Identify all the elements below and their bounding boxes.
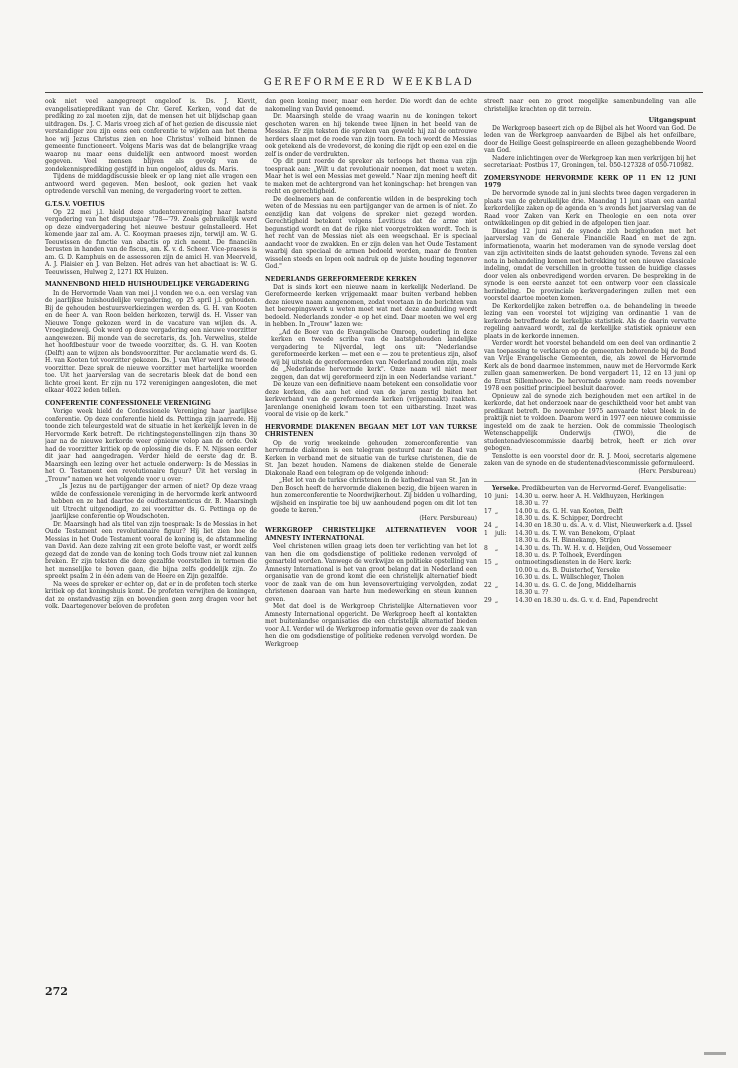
paragraph: De deelnemers aan de conferentie wilden in de bespreking toch weten of de Messias nu een partijganger van de armen is of niet. Zo eenzijdig kan dat volgens de spreker niet gezegd worden. Gerechtigheid betekent volgens Leviticus dat de arme niet begunstigd wordt en dat de rijke niet voorgetrokken wordt. Toch is het recht van de Messias niet als een weegschaal. Er is speciaal aandacht voor de zwakken. En er zijn delen van het Oude Testament waarbij dan speciaal de armen bedoeld worden, maar de fronten wisselen steeds en lopen ook nadruk op de juiste houding tegenover God." — [265, 195, 477, 270]
page-number: 272 — [45, 985, 68, 998]
schedule-month: „ — [495, 596, 499, 604]
schedule-month — [495, 567, 515, 574]
schedule-row — [484, 574, 696, 581]
schedule-row — [484, 500, 696, 507]
schedule-day — [484, 537, 495, 544]
schedule-row — [484, 582, 696, 589]
schedule-row — [484, 559, 696, 566]
schedule-day — [484, 567, 495, 574]
schedule-row — [484, 522, 696, 529]
schedule-day: 29 — [484, 596, 492, 604]
header-rule — [45, 92, 703, 93]
column-1 — [45, 98, 257, 978]
paragraph: ook niet veel aangegreept ongeloof is. Ds. J. Kievit, evangelisatiepredikant van de Chr. Geref. Kerken, vond dat de prediking zo zal moeten zijn, dat de mensen het uit blijdschap gaan uitdragen. Ds. J. C. Maris vroeg zich af of het gezien de discussie niet verstandiger zou zijn eens een conferentie te wijden aan het thema hoe wij Jezus Christus zien en hoe Christus' volheid binnen de gemeente functioneert. Volgens Maris was dat de belangrijke vraag waarop nu maar eens duidelijk een antwoord moest worden gegeven. Veel mensen blijven als gevolg van de zondekennisprediking gestijfd in hun ongeloof, aldus ds. Maris. — [45, 98, 257, 173]
quote: „Is Jezus nu de partijganger der armen of niet? Op deze vraag wilde de confessionele vereniging in de hervormde kerk antwoord hebben en ze had daartoe de oudtestamenticus dr. B. Maarsingh uit Utrecht uitgenodigd, zo zei voorzitter ds. G. Pettinga op de jaarlijkse conferentie op Woudschoten. — [51, 483, 257, 521]
schedule-row — [484, 508, 696, 515]
schedule-month: „ — [495, 522, 499, 530]
schedule-month — [495, 515, 515, 522]
heading-diakenen: HERVORMDE DIAKENEN BEGAAN MET LOT VAN TURKSE CHRISTENEN — [265, 423, 477, 439]
schedule-month — [495, 574, 515, 581]
schedule-row — [484, 597, 696, 604]
preaching-intro-text: Predikbeurten van de Hervormd-Geref. Evangelisatie: — [521, 485, 687, 493]
schedule-row — [484, 545, 696, 552]
paragraph: dan geen koning meer, maar een herder. Die wordt dan de echte nakomeling van David genoemd. — [265, 98, 477, 113]
schedule-day: 24 — [484, 522, 492, 530]
separator — [484, 481, 696, 482]
paragraph: Dinsdag 12 juni zal de synode zich bezighouden met het jaarverslag van de Generale Financiële Raad en met de zgn. informatienota, waarin het moderamen van de synode verslag doet van zijn activiteiten sinds de laatst gehouden synode. Tevens zal een nota in behandeling komen met betrekking tot een nieuwe classicale indeling, omdat de verschillen in grootte tussen de huidige classes door velen als onbevredigend worden ervaren. De bespreking in de synode is een eerste aanzet tot een ontwerp voor een classicale herindeling. De provinciale kerkvergaderingen zullen met een voorstel daartoe moeten komen. — [484, 227, 696, 303]
quote: „Ad de Boer van de Evangelische Omroep, ouderling in deze kerken en tweede scriba van de laatstgehouden landelijke vergadering te Nijverdal, legt ons uit: "Nederlandse gereformeerde kerken — met een e — zou te pretentieus zijn, alsof wij bij uitstek de gereformeerden van Nederland zouden zijn, zoals de „Nederlandse hervormde kerk". Onze naam wil niet meer zeggen, dan dat wij gereformeerd zijn in een Nederlandse variant." — [271, 328, 477, 381]
schedule-day — [484, 589, 495, 596]
heading-nederlands: NEDERLANDS GEREFORMEERDE KERKEN — [265, 275, 417, 283]
column-2 — [265, 98, 477, 978]
signoff: (Herv. Persbureau) — [638, 467, 696, 475]
schedule-row — [484, 537, 696, 544]
preaching-intro — [484, 485, 696, 493]
paragraph: Dr. Maarsingh stelde de vraag waarin nu de koningen tekort geschoten waren en hij tekende twee lijnen in het beeld van de Messias. Er zijn teksten die spreken van geweld: hij zal de ontrouwe herders slaan met de roede van zijn toorn. En toch wordt de Messias ook getekend als de vredevorst, de koning die rijdt op een ezel en die zelf is onder de verdrukten. — [265, 113, 477, 158]
quote: „Het lot van de turkse christenen in de kathedraal van St. Jan in Den Bosch heeft de hervormde diakenen bezig, die bijeen waren in hun zomerconferentie te Noordwijkerhout. Zij bidden u volharding, wijsheid en inspiratie toe bij uw aanhoudend pogen om dit lot ten goede te keren." — [271, 477, 477, 515]
paragraph: Op dit punt roerde de spreker als terloops het thema van zijn toespraak aan: „Wilt u dat revolutionair noemen, dat moet u weten. Maar het is wel een Messias met geweld." Naar zijn mening heeft dit te maken met de achtergrond van het koningschap: het brengen van recht en gerechtigheid. — [265, 158, 477, 195]
schedule-row — [484, 530, 696, 537]
heading-voetius: G.T.S.V. VOETIUS — [45, 200, 105, 208]
paragraph: Vorige week hield de Confessionele Vereniging haar jaarlijkse conferentie. Op deze conferentie hield ds. Pettinga zijn jaarrede. Hij toonde zich teleurgesteld wat de situatie in het kerkelijk leven in de Hervormde Kerk betreft. De richtingstegenstellingen zijn thans 30 jaar na de nieuwe kerkorde weer opnieuw volop aan de orde. Ook had de voorzitter kritiek op de oplossing die ds. F. N. Nijssen eerder dit jaar had aangedragen. Verder hield de eerste dag dr. B. Maarsingh een lezing over het actuele onderwerp: Is de Messias in het O. Testament een revolutionaire figuur? Uit het verslag in „Trouw" namen we het volgende voor u over: — [45, 408, 257, 483]
schedule-month: juli: — [495, 529, 507, 537]
schedule-month: „ — [495, 507, 499, 515]
schedule-row — [484, 589, 696, 596]
schedule-month: „ — [495, 559, 499, 567]
schedule-day: 10 — [484, 492, 492, 500]
schedule-month — [495, 552, 515, 559]
schedule-day — [484, 552, 495, 559]
paragraph: Verder wordt het voorstel behandeld om een deel van ordinantie 2 van toepassing te verklaren op de gemeenten behorende bij de Bond van Vrije Evangelische Gemeenten, die, als zowel de Hervormde Kerk als de bond daarmee instemmen, nauw met de Hervormde Kerk zullen gaan samenwerken. De bond vergadert 11, 12 en 13 juni op de Ernst Sillemhoeve. De hervormde synode nam reeds november 1978 een positief principieel besluit daarover. — [484, 340, 696, 393]
schedule-entry: 18.30 u. ?? — [515, 589, 549, 597]
schedule-month — [495, 537, 515, 544]
schedule-month: juni: — [495, 492, 509, 500]
paragraph: De Werkgroep baseert zich op de Bijbel als het Woord van God. De leden van de Werkgroep aanvaarden de Bijbel als het onfeilbare, door de Heilige Geest geïnspireerde en alleen gezaghebbende Woord van God. — [484, 124, 696, 154]
paragraph: In de Hervormde Vaan van mei j.l vonden we o.a. een verslag van de jaarlijkse huishoudelijke vergadering, op 25 april j.l. gehouden. Bij de gehouden bestuursverkiezingen werden ds. G. H. van Kooten en de heer A. van Roon belden herkozen, terwijl ds. H. Visser van Nieuwe Tonge gekozen werd in de vacature van wijlen ds. A. Vroegindeweij. Ook werd op deze vergadering een nieuwe voorzitter aangewezen. Bij monde van de secretaris, ds. Joh. Verwelius, stelde het hoofdbestuur voor de tweede voorzitter, ds. G. H. van Kooten (Delft) aan te wijzen als bondsvoorzitter. Per acclamatie werd ds. G. H. van Kooten tot voorzitter gekozen. Ds. J. van Wier werd nu tweede voorzitter. Deze sprak de nieuwe voorzitter met hartelijke woorden toe. Uit het jaarverslag van de secretaris bleek dat de bond een lichte groei kent. Er zijn nu 172 verenigingen aangesloten, die met elkaar 4022 leden tellen. — [45, 289, 257, 395]
schedule-entry: 14.30 u. ds. Th. W. H. v. d. Heijden, Oud Vossemeer — [515, 544, 672, 552]
schedule-entry: 14.30 en 18.30 u. ds. G. v. d. End, Papendrecht — [515, 596, 658, 604]
schedule-month: „ — [495, 581, 499, 589]
schedule-entry: 14.00 u. ds. G. H. van Kooten, Delft — [515, 507, 623, 515]
paragraph: Dat is sinds kort een nieuwe naam in kerkelijk Nederland. De Gereformeerde kerken vrijgemaakt maar buiten verband hebben deze nieuwe naam aangenomen, zodat voortaan in de berichten van het beroepingswerk u weten moet wat met deze aanduiding wordt bedoeld. Nederlands zonder -e op het eind. Daar moeten we wel erg in hebben. In „Trouw" lazen we: — [265, 283, 477, 329]
schedule-day — [484, 574, 495, 581]
heading-zomersynode: ZOMERSYNODE HERVORMDE KERK OP 11 EN 12 JUNI 1979 — [484, 174, 696, 189]
preaching-schedule — [484, 493, 696, 604]
paragraph: Opnieuw zal de synode zich bezighouden met een artikel in de kerkorde, dat het onderzoek naar de geschiktheid voor het ambt van predikant betreft. De november 1975 aanvaarde tekst bleek in de praktijk niet te voldoen. Daarom werd in 1977 een nieuwe commissie ingesteld om de zaak te herzien. Ook de commissie Theologisch Wetenschappelijk Onderwijs (TWO), die de studentenadviescommissie daarbij betrok, heeft er zich over gebogen. — [484, 392, 696, 453]
schedule-entry: ontmoetingsdiensten in de Herv. kerk: — [515, 559, 632, 567]
paragraph: De keuze van een definitieve naam betekent een consolidatie voor deze kerken, die aan het eind van de jaren zestig buiten het kerkverband van de gereformeerde kerken (vrijgemaakt) raakten. Jarenlange onenigheid kwam toen tot een uitbarsting. Inzet was vooral de visie op de kerk." — [265, 381, 477, 419]
paragraph: Veel christenen willen graag iets doen ter verlichting van het lot van hen die om godsdienstige of politieke redenen vervolgd of gemarteld worden. Vanwege de werkwijze en politieke opstelling van Amnesty International is het van groot belang dat in Nederland een organisatie van de grond komt die een christelijk alternatief biedt voor de zaak van de om hun levensovertuiging vervolgden, zodat christenen daaraan van harte hun medewerking en steun kunnen geven. — [265, 543, 477, 603]
schedule-day: 22 — [484, 581, 492, 589]
schedule-day: 15 — [484, 559, 492, 567]
column-3 — [484, 98, 696, 978]
scan-artifact — [704, 1052, 726, 1055]
schedule-entry: 16.30 u. ds. L. Wüllschleger, Tholen — [515, 574, 624, 582]
heading-uitgangspunt: Uitgangspunt — [648, 117, 696, 124]
preaching-schedule-body — [484, 493, 696, 604]
paragraph: Na wees de spreker er echter op, dat er in de profeten toch sterke kritiek op dat koningshuis komt. De profeten verwijten de koningen, dat ze onstandvastig zijn en bovendien geen zorg dragen voor het volk. Daartegenover beloven de profeten — [45, 580, 257, 611]
preaching-place: Yerseke. — [492, 485, 520, 493]
schedule-day: 1 — [484, 529, 488, 537]
schedule-row — [484, 552, 696, 559]
schedule-month — [495, 500, 515, 507]
schedule-row — [484, 493, 696, 500]
schedule-entry: 18.30 u. ds. P. Tolhoek, Everdingen — [515, 552, 622, 560]
schedule-month: „ — [495, 544, 499, 552]
heading-mannenbond: MANNENBOND HIELD HUISHOUDELIJKE VERGADERING — [45, 281, 250, 289]
schedule-day: 8 — [484, 544, 488, 552]
schedule-entry: 18.30 u. ?? — [515, 500, 549, 508]
running-head: GEREFORMEERD WEEKBLAD — [263, 77, 475, 88]
paragraph: Met dat doel is de Werkgroep Christelijke Alternatieven voor Amnesty International opgericht. De Werkgroep heeft al kontakten met buitenlandse organisaties die een christelijk alternatief bieden voor A.I. Verder wil de Werkgroep informatie geven over de zaak van hen die om godsdienstige of politieke redenen vervolgd worden. De Werkgroep — [265, 603, 477, 648]
paragraph: streeft naar een zo groot mogelijke samenbundeling van alle christelijke krachten op dit terrein. — [484, 98, 696, 113]
schedule-entry: 18.30 u. ds. H. Binnekamp, Strijen — [515, 537, 621, 545]
paragraph: Nadere inlichtingen over de Werkgroep kan men verkrijgen bij het secretariaat: Postbus 17, Groningen, tel. 050-127328 of 050-710982. — [484, 154, 696, 169]
paragraph: Tenslotte is een voorstel door dr. R. J. Mooi, secretaris algemene zaken van de synode en de studentenadviescommissie geformuleerd. — [484, 452, 696, 468]
schedule-day — [484, 500, 495, 507]
signoff: (Herv. Persbureau) — [419, 514, 477, 522]
paragraph: Op 22 mei j.l. hield deze studentenvereniging haar laatste vergadering van het dispuutsjaar '78—'79. Zoals gebruikelijk werd op deze eindvergadering het nieuwe bestuur geïnstalleerd. Het komende jaar zal am. A. C. Kooyman praeses zijn, terwijl am. W. G. Teeuwissen de functie van abactis op zich neemt. De financiën berusten in handen van de fiscus, am. K. v. d. Scheer. Vice-praeses is am. G. D. Kamphuis en de assessoren zijn de amici H. van Meerveld, A. J. Plaisier en J. van Belzen. Het adres van het abactiaat is: W. G. Teeuwissen, Hulweg 2, 1271 RX Huizen. — [45, 208, 257, 276]
schedule-day — [484, 515, 495, 522]
schedule-row — [484, 515, 696, 522]
schedule-entry: 14.30 u. ds. T. W. van Benekom, O'plaat — [515, 529, 636, 537]
schedule-entry: 10.00 u. ds. B. Duisterhof, Yerseke — [515, 566, 621, 574]
schedule-entry: 18.30 u. ds. K. Schipper, Dordrecht — [515, 515, 623, 523]
paragraph: De Kerkordelijke zaken betreffen o.a. de behandeling in tweede lezing van een voorstel tot wijziging van ordinantie 1 van de kerkorde betreffende de kerkelijke statistiek. Als de daarin vervatte regeling aanvaard wordt, zal de kerkelijke statistiek opnieuw een plaats in de kerkorde innemen. — [484, 302, 696, 340]
paragraph: Op de vorig weekeinde gehouden zomerconferentie van hervormde diakenen is een telegram gestuurd naar de Raad van Kerken in verband met de situatie van de turkse christenen, die de St. Jan bezet houden. Namens de diakenen stelde de Generale Diakonale Raad een telegram op de volgende inhoud: — [265, 439, 477, 477]
schedule-entry: 14.30 en 18.30 u. ds. A. v. d. Vlist, Nieuwerkerk a.d. IJssel — [515, 522, 692, 530]
schedule-month — [495, 589, 515, 596]
heading-conferentie: CONFERENTIE CONFESSIONELE VERENIGING — [45, 399, 211, 407]
schedule-entry: 14.30 u. ds. G. C. de Jong, Middelharnis — [515, 581, 637, 589]
paragraph: Tijdens de middagdiscussie bleek er op lang niet alle vragen een antwoord werd gegeven. Men besloot, ook gezien het vaak optredende verschil van mening, de vergadering voort te zetten. — [45, 173, 257, 195]
schedule-entry: 14.30 u. eerw. heer A. H. Veldhuyzen, Herkingen — [515, 492, 664, 500]
paragraph: Dr. Maarsingh had als titel van zijn toespraak: Is de Messias in het Oude Testament een revolutionaire figuur? Hij liet zien hoe de Messias in het Oude Testament vooral de koning is, de afstammeling van David. Aan deze zalving zit een grote belofte vast, er wordt zelfs gezegd dat de zonde van de koning toch Gods trouw niet zal kunnen breken. Er zijn teksten die deze gezalfde voorstellen in termen die het menselijke te boven gaan, die bijna zelfs goddelijk zijn. Zo spreekt psalm 2 in één adem van de Heere en Zijn gezalfde. — [45, 520, 257, 581]
schedule-day: 17 — [484, 507, 492, 515]
heading-werkgroep: WERKGROEP CHRISTELIJKE ALTERNATIEVEN VOOR AMNESTY INTERNATIONAL — [265, 527, 477, 542]
schedule-row — [484, 567, 696, 574]
paragraph: De hervormde synode zal in juni slechts twee dagen vergaderen in plaats van de gebruikelijke drie. Maandag 11 juni staan een aantal kerkordelijke zaken op de agenda en 's avonds het jaarverslag van de Raad voor Zaken van Kerk en Theologie en een nota over ontwikkelingen op dit gebied in de afgelopen tien jaar. — [484, 190, 696, 228]
